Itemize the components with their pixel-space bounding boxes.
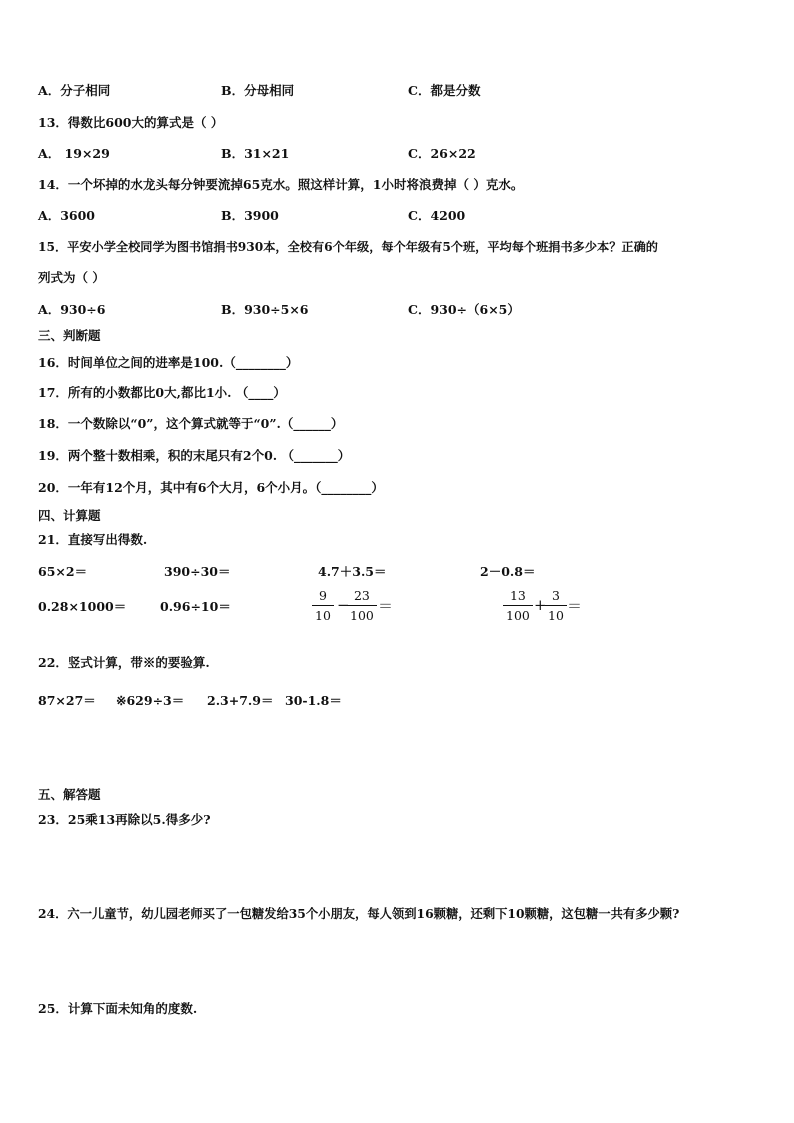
calc-item: 2－0.8＝ [480, 564, 536, 579]
calc-item: 30-1.8＝ [285, 693, 342, 708]
calc-item: 87×27＝ [38, 693, 96, 708]
fraction [312, 588, 334, 623]
fraction-numerator: 9 [318, 588, 327, 603]
option-c: C．都是分数 [408, 83, 481, 98]
option-c: C．930÷（6×5） [408, 302, 520, 317]
calc-item: 0.96÷10＝ [160, 599, 231, 614]
fraction-numerator: 3 [551, 588, 560, 603]
fraction [545, 588, 567, 623]
fraction-denominator: 100 [350, 608, 374, 623]
question-23: 23．25乘13再除以5.得多少? [38, 812, 211, 827]
fraction-bar [545, 605, 567, 606]
option-b: B．分母相同 [221, 83, 295, 98]
fraction-denominator: 10 [315, 608, 331, 623]
option-c: C．26×22 [408, 146, 476, 161]
fraction [347, 588, 377, 623]
section-heading-judgement: 三、判断题 [38, 328, 101, 343]
fraction-denominator: 10 [548, 608, 564, 623]
question-24: 24．六一儿童节，幼儿园老师买了一包糖发给35个小朋友，每人领到16颗糖，还剩下10颗糖，这包糖一共有多少颗? [38, 906, 680, 921]
section-heading-answer: 五、解答题 [38, 787, 101, 802]
calc-item: 0.28×1000＝ [38, 599, 127, 614]
question-16: 16．时间单位之间的进率是100.（________） [38, 355, 299, 370]
fraction-numerator: 23 [353, 588, 370, 603]
question-19: 19．两个整十数相乘，积的末尾只有2个0. （_______） [38, 448, 351, 463]
plus-sign: + [534, 596, 547, 614]
question-22: 22．竖式计算，带※的要验算. [38, 655, 210, 670]
calc-item: 4.7＋3.5＝ [318, 564, 387, 579]
option-b: B．3900 [221, 208, 279, 223]
calc-item: 390÷30＝ [164, 564, 231, 579]
option-b: B．930÷5×6 [221, 302, 309, 317]
equals-sign: ＝ [378, 597, 394, 615]
question-21: 21．直接写出得数. [38, 532, 148, 547]
fraction-denominator: 100 [506, 608, 530, 623]
option-a: A．3600 [38, 208, 95, 223]
minus-sign: − [337, 596, 350, 614]
fraction-bar [312, 605, 334, 606]
question-20: 20．一年有12个月，其中有6个大月，6个小月。（________） [38, 480, 384, 495]
calc-item: 2.3+7.9＝ [207, 693, 274, 708]
fraction-bar [503, 605, 533, 606]
question-15: 15．平安小学全校同学为图书馆捐书930本，全校有6个年级，每个年级有5个班，平均每个班捐书多少本？正确的 [38, 240, 658, 254]
fraction-numerator: 13 [509, 588, 526, 603]
question-25: 25．计算下面未知角的度数. [38, 1001, 198, 1016]
calc-item: ※629÷3＝ [116, 693, 185, 708]
question-15-continued: 列式为（ ） [38, 270, 105, 285]
question-14: 14．一个坏掉的水龙头每分钟要流掉65克水。照这样计算，1小时将浪费掉（ ）克水。 [38, 177, 524, 192]
option-c: C．4200 [408, 208, 466, 223]
option-a: A．分子相同 [38, 83, 111, 98]
option-a: A． 19×29 [38, 146, 110, 161]
question-13: 13．得数比600大的算式是（ ） [38, 115, 224, 130]
fraction-bar [347, 605, 377, 606]
equals-sign: ＝ [567, 597, 583, 615]
option-a: A．930÷6 [38, 302, 106, 317]
calc-item: 65×2＝ [38, 564, 88, 579]
section-heading-calculation: 四、计算题 [38, 508, 101, 523]
question-17: 17．所有的小数都比0大,都比1小. （____） [38, 385, 286, 400]
question-18: 18．一个数除以“0”，这个算式就等于“0”.（______） [38, 416, 344, 431]
option-b: B．31×21 [221, 146, 290, 161]
fraction [503, 588, 533, 623]
